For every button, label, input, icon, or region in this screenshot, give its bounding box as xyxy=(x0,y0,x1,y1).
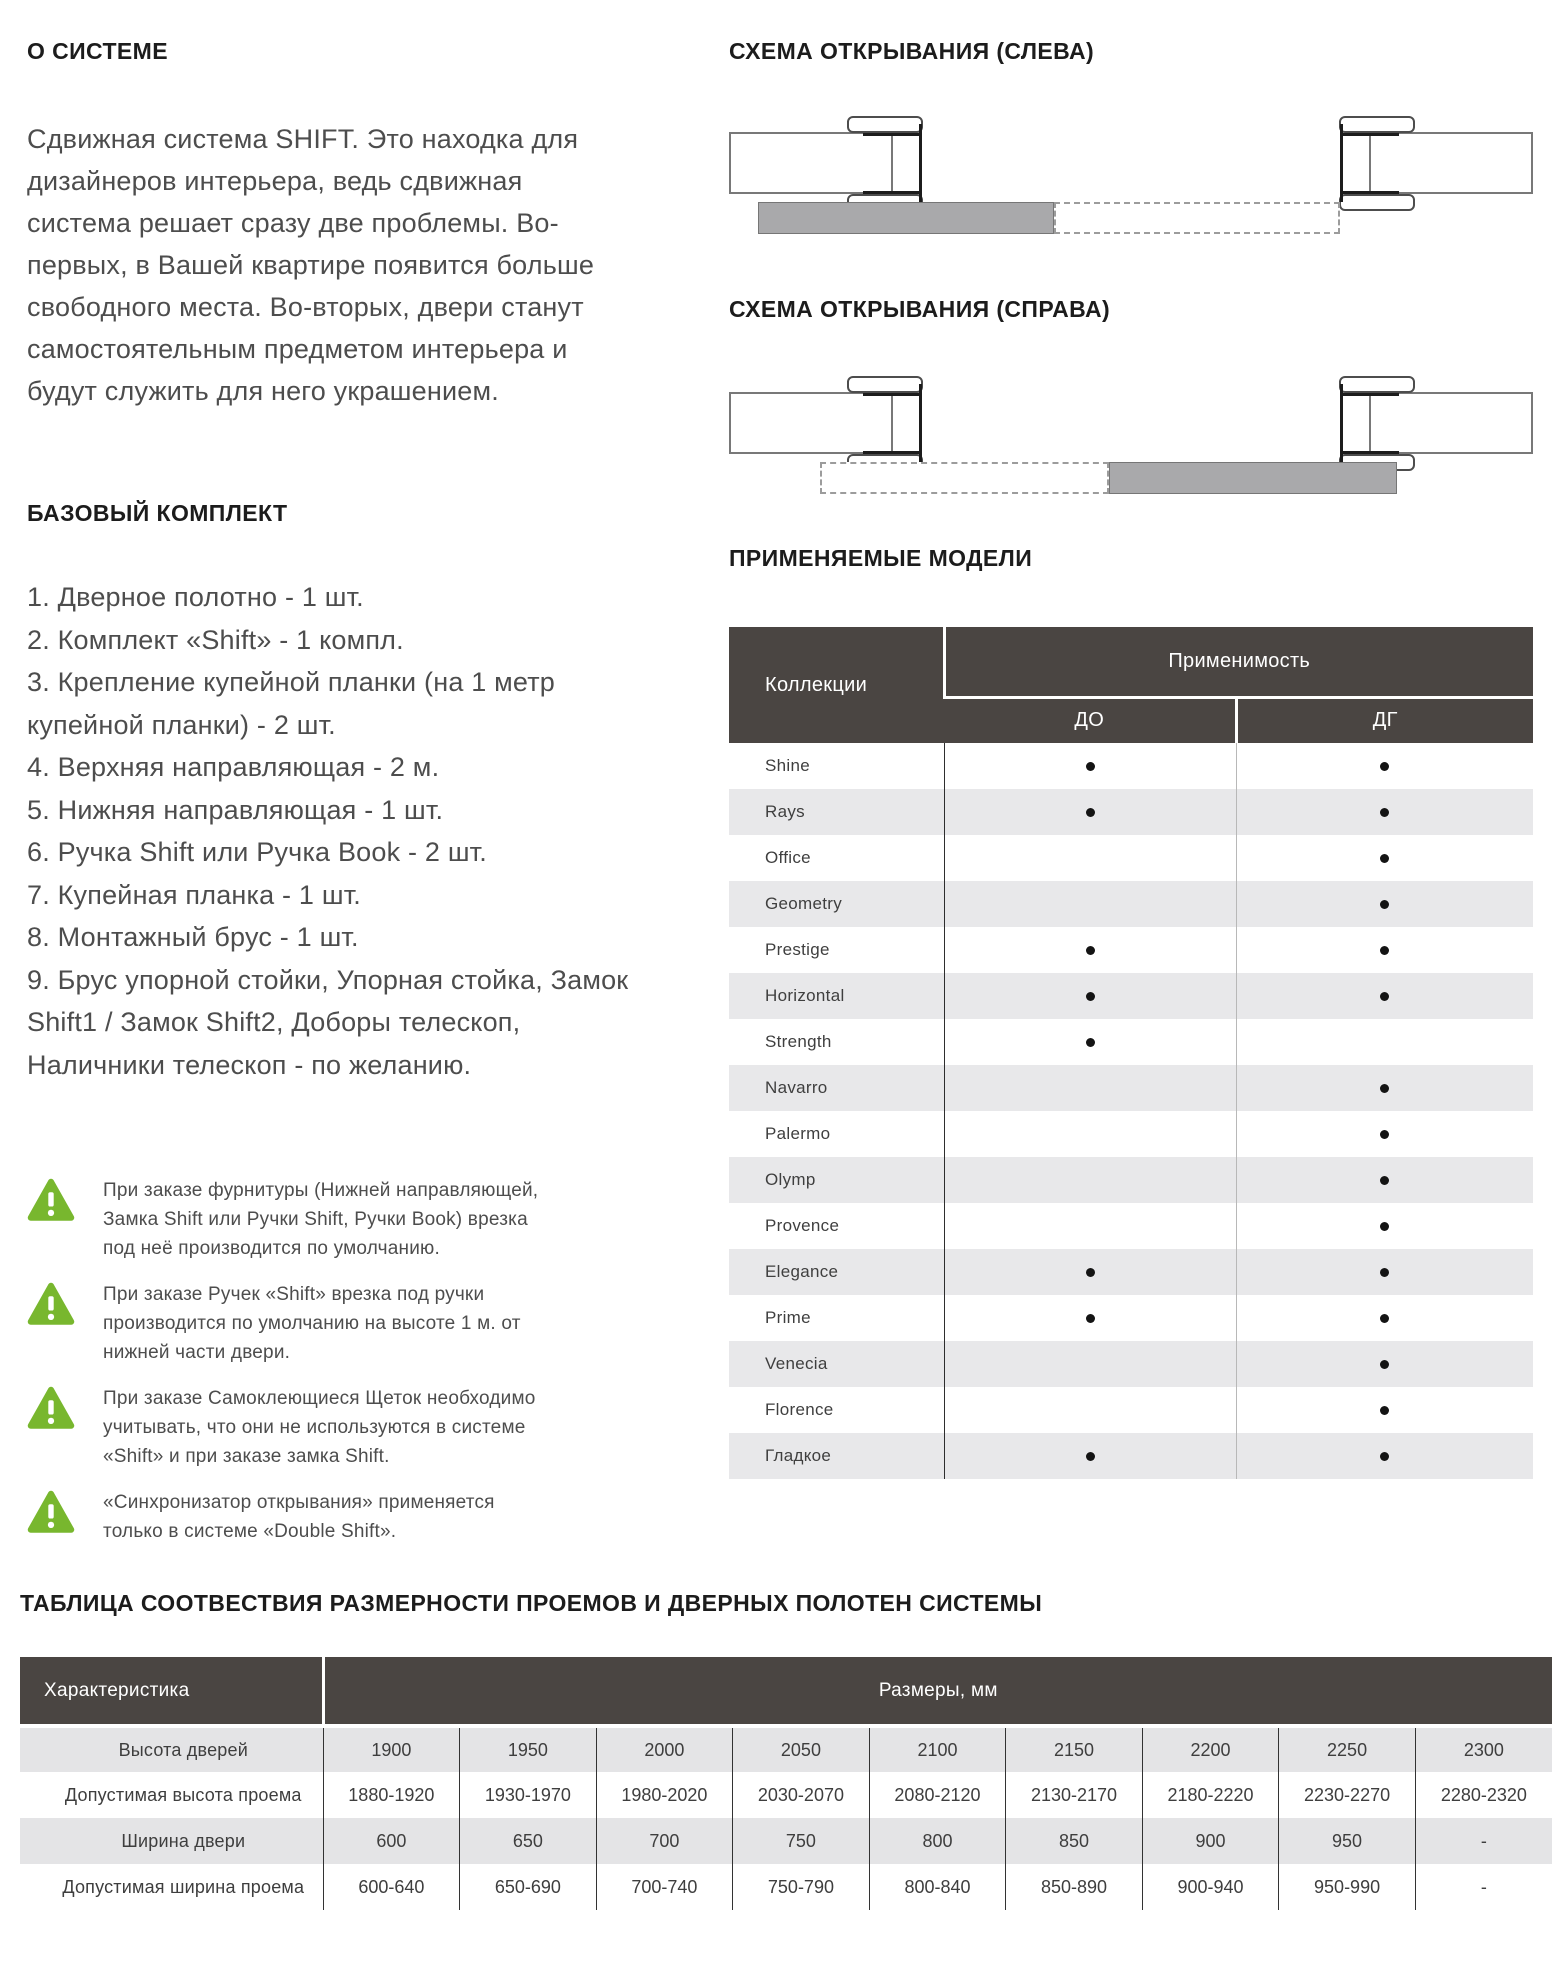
frame-profile-line xyxy=(1341,451,1399,454)
size-value-cell: 750-790 xyxy=(733,1864,870,1910)
warning-triangle-icon xyxy=(27,1386,75,1436)
about-paragraph: Сдвижная система SHIFT. Это находка для дизайнеров интерьера, ведь сдвижная система решает сразу две проблемы. Во-первых, в Вашей квартире появится больше свободного места. Во-вторых, двери станут самостоятельным предметом интерьера и будут служить для него украшением. xyxy=(27,124,595,406)
size-value-cell: 2030-2070 xyxy=(733,1772,870,1818)
warning-note xyxy=(27,1176,557,1263)
size-value-cell: 950 xyxy=(1279,1818,1416,1864)
applicability-do-cell xyxy=(944,789,1236,835)
models-col-dg: ДГ xyxy=(1236,697,1533,743)
kit-item: 6. Ручка Shift или Ручка Book - 2 шт. xyxy=(27,837,487,867)
applicability-dg-cell xyxy=(1236,1019,1533,1065)
applicability-dot xyxy=(1380,1084,1389,1093)
kit-item: 5. Нижняя направляющая - 1 шт. xyxy=(27,794,444,825)
size-value-cell: 650 xyxy=(460,1818,597,1864)
applicability-do-cell xyxy=(944,1387,1236,1433)
applicability-do-cell xyxy=(944,1019,1236,1065)
kit-item: 2. Комплект «Shift» - 1 компл. xyxy=(27,624,404,655)
models-table-row xyxy=(729,1065,1533,1111)
warning-note xyxy=(27,1280,557,1367)
applicability-dot xyxy=(1380,992,1389,1001)
size-value-cell: 2180-2220 xyxy=(1142,1772,1279,1818)
applicability-dot xyxy=(1380,946,1389,955)
models-table-row xyxy=(729,1341,1533,1387)
applicability-dg-cell xyxy=(1236,1203,1533,1249)
applicability-dg-cell xyxy=(1236,789,1533,835)
applicability-dot xyxy=(1086,1452,1095,1461)
applicability-dot xyxy=(1380,1268,1389,1277)
warning-text: При заказе фурнитуры (Нижней направляющей, Замка Shift или Ручки Shift, Ручки Book) врезка под неё производится по умолчанию. xyxy=(103,1180,539,1259)
kit-item: 3. Крепление купейной планки (на 1 метр купейной планки) - 2 шт. xyxy=(27,667,556,740)
door-frame-casing-top xyxy=(1339,376,1415,393)
applicability-do-cell xyxy=(944,1433,1236,1479)
warning-triangle-icon xyxy=(27,1282,75,1332)
applicability-dg-cell xyxy=(1236,1295,1533,1341)
kit-item: 8. Монтажный брус - 1 шт. xyxy=(27,922,359,952)
collection-name: Horizontal xyxy=(729,973,944,1019)
applicability-dot xyxy=(1086,1314,1095,1323)
scheme-left-title: СХЕМА ОТКРЫВАНИЯ (СЛЕВА) xyxy=(729,38,1095,64)
kit-list xyxy=(27,576,635,1086)
sizes-col-characteristic: Характеристика xyxy=(20,1657,323,1726)
door-panel-closed-position xyxy=(1109,462,1397,494)
wall-section xyxy=(729,132,893,194)
kit-item: 1. Дверное полотно - 1 шт. xyxy=(27,582,364,612)
applicability-dot xyxy=(1380,1130,1389,1139)
kit-item: 4. Верхняя направляющая - 2 м. xyxy=(27,752,440,782)
size-value-cell: 2280-2320 xyxy=(1415,1772,1552,1818)
applicability-dg-cell xyxy=(1236,1341,1533,1387)
collection-name: Florence xyxy=(729,1387,944,1433)
size-value-cell: 2050 xyxy=(733,1726,870,1772)
applicability-dg-cell xyxy=(1236,1065,1533,1111)
models-table-row xyxy=(729,1019,1533,1065)
size-value-cell: 700 xyxy=(596,1818,733,1864)
applicability-dg-cell xyxy=(1236,973,1533,1019)
applicability-dot xyxy=(1380,900,1389,909)
models-col-do: ДО xyxy=(944,697,1236,743)
applicability-dot xyxy=(1086,1268,1095,1277)
models-table-body xyxy=(729,743,1533,1479)
frame-profile-line xyxy=(863,451,921,454)
warning-note xyxy=(27,1384,557,1471)
size-value-cell: 850-890 xyxy=(1006,1864,1143,1910)
door-panel-open-position-dashed xyxy=(1054,202,1340,234)
applicability-do-cell xyxy=(944,1295,1236,1341)
models-table-row xyxy=(729,1433,1533,1479)
size-value-cell: 2200 xyxy=(1142,1726,1279,1772)
models-table-row xyxy=(729,881,1533,927)
door-frame-casing-bottom xyxy=(1339,194,1415,211)
applicability-do-cell xyxy=(944,927,1236,973)
applicability-dot xyxy=(1086,992,1095,1001)
size-value-cell: 600 xyxy=(323,1818,460,1864)
size-value-cell: 900-940 xyxy=(1142,1864,1279,1910)
models-table xyxy=(729,627,1533,1479)
models-table-row xyxy=(729,1203,1533,1249)
applicability-dot xyxy=(1380,854,1389,863)
collection-name: Elegance xyxy=(729,1249,944,1295)
sizes-col-sizes: Размеры, мм xyxy=(323,1657,1552,1726)
size-value-cell: 1950 xyxy=(460,1726,597,1772)
models-table-row xyxy=(729,1295,1533,1341)
frame-profile-line xyxy=(863,393,921,396)
size-value-cell: 650-690 xyxy=(460,1864,597,1910)
applicability-dg-cell xyxy=(1236,1387,1533,1433)
frame-profile-line xyxy=(1341,191,1399,194)
size-value-cell: 2250 xyxy=(1279,1726,1416,1772)
size-row-label: Ширина двери xyxy=(20,1818,323,1864)
frame-profile-line xyxy=(863,133,921,136)
models-table-row xyxy=(729,743,1533,789)
applicability-dot xyxy=(1086,762,1095,771)
size-value-cell: 1900 xyxy=(323,1726,460,1772)
models-table-row xyxy=(729,927,1533,973)
applicability-dot xyxy=(1380,1406,1389,1415)
frame-profile-line xyxy=(863,191,921,194)
size-value-cell: - xyxy=(1415,1864,1552,1910)
size-row-label: Допустимая ширина проема xyxy=(62,1876,305,1897)
warning-text: При заказе Ручек «Shift» врезка под ручки производится по умолчанию на высоте 1 м. от нижней части двери. xyxy=(103,1284,521,1363)
models-table-row xyxy=(729,1111,1533,1157)
applicability-dot xyxy=(1380,1176,1389,1185)
applicability-dg-cell xyxy=(1236,1111,1533,1157)
applicability-do-cell xyxy=(944,1203,1236,1249)
collection-name: Prestige xyxy=(729,927,944,973)
applicability-dg-cell xyxy=(1236,927,1533,973)
applicability-dot xyxy=(1380,1222,1389,1231)
wall-section xyxy=(1369,132,1533,194)
applicability-dot xyxy=(1086,1038,1095,1047)
door-panel-open-position-dashed xyxy=(820,462,1109,494)
size-row-label: Допустимая высота проема xyxy=(64,1784,302,1805)
models-table-row xyxy=(729,1387,1533,1433)
applicability-dot xyxy=(1380,1314,1389,1323)
collection-name: Rays xyxy=(729,789,944,835)
size-value-cell: 2000 xyxy=(596,1726,733,1772)
sizes-table-row xyxy=(20,1772,1552,1818)
applicability-do-cell xyxy=(944,1157,1236,1203)
size-value-cell: 1880-1920 xyxy=(323,1772,460,1818)
door-frame-casing-top xyxy=(847,116,923,133)
warning-text: При заказе Самоклеющиеся Щеток необходимо учитывать, что они не используются в системе «Shift» и при заказе замка Shift. xyxy=(103,1388,536,1467)
size-value-cell: 700-740 xyxy=(596,1864,733,1910)
applicability-dot xyxy=(1380,1360,1389,1369)
models-table-row xyxy=(729,835,1533,881)
kit-item: 7. Купейная планка - 1 шт. xyxy=(27,879,361,910)
warnings-list xyxy=(27,1176,557,1563)
size-value-cell: 1980-2020 xyxy=(596,1772,733,1818)
applicability-do-cell xyxy=(944,1065,1236,1111)
size-value-cell: 950-990 xyxy=(1279,1864,1416,1910)
size-value-cell: 600-640 xyxy=(323,1864,460,1910)
applicability-do-cell xyxy=(944,743,1236,789)
applicability-dg-cell xyxy=(1236,1157,1533,1203)
applicability-dg-cell xyxy=(1236,743,1533,789)
warning-note xyxy=(27,1488,557,1546)
size-value-cell: 750 xyxy=(733,1818,870,1864)
size-value-cell: 2130-2170 xyxy=(1006,1772,1143,1818)
size-value-cell: 800 xyxy=(869,1818,1006,1864)
applicability-do-cell xyxy=(944,881,1236,927)
scheme-right-title: СХЕМА ОТКРЫВАНИЯ (СПРАВА) xyxy=(729,296,1111,322)
warning-triangle-icon xyxy=(27,1178,75,1228)
size-value-cell: 2100 xyxy=(869,1726,1006,1772)
frame-profile-line xyxy=(1341,393,1399,396)
wall-right xyxy=(1333,110,1533,234)
collection-name: Venecia xyxy=(729,1341,944,1387)
size-value-cell: 900 xyxy=(1142,1818,1279,1864)
applicability-dg-cell xyxy=(1236,1249,1533,1295)
applicability-dg-cell xyxy=(1236,1433,1533,1479)
door-frame-casing-top xyxy=(1339,116,1415,133)
collection-name: Geometry xyxy=(729,881,944,927)
size-value-cell: 2150 xyxy=(1006,1726,1143,1772)
collection-name: Provence xyxy=(729,1203,944,1249)
applicability-dg-cell xyxy=(1236,881,1533,927)
about-title: О СИСТЕМЕ xyxy=(27,38,168,64)
size-value-cell: 800-840 xyxy=(869,1864,1006,1910)
sizes-table-body xyxy=(20,1726,1552,1910)
size-value-cell: 850 xyxy=(1006,1818,1143,1864)
collection-name: Strength xyxy=(729,1019,944,1065)
collection-name: Гладкое xyxy=(729,1433,944,1479)
applicability-dot xyxy=(1380,762,1389,771)
kit-title: БАЗОВЫЙ КОМПЛЕКТ xyxy=(27,500,288,526)
applicability-do-cell xyxy=(944,1111,1236,1157)
size-value-cell: 1930-1970 xyxy=(460,1772,597,1818)
collection-name: Office xyxy=(729,835,944,881)
wall-section xyxy=(729,392,893,454)
sizes-table-row xyxy=(20,1864,1552,1910)
kit-item: 9. Брус упорной стойки, Упорная стойка, Замок Shift1 / Замок Shift2, Доборы телескоп, Наличники телескоп - по желанию. xyxy=(27,964,629,1080)
applicability-dot xyxy=(1380,808,1389,817)
sizes-table xyxy=(20,1657,1552,1910)
models-col-applicability: Применимость xyxy=(944,627,1533,697)
door-panel-closed-position xyxy=(758,202,1054,234)
models-table-row xyxy=(729,973,1533,1019)
warning-triangle-icon xyxy=(27,1490,75,1540)
applicability-dg-cell xyxy=(1236,835,1533,881)
models-col-collections: Коллекции xyxy=(729,627,944,743)
warning-text: «Синхронизатор открывания» применяется только в системе «Double Shift». xyxy=(103,1492,495,1542)
opening-scheme-left-diagram xyxy=(729,90,1533,250)
collection-name: Shine xyxy=(729,743,944,789)
size-value-cell: 2230-2270 xyxy=(1279,1772,1416,1818)
applicability-do-cell xyxy=(944,973,1236,1019)
applicability-dot xyxy=(1086,946,1095,955)
door-frame-casing-top xyxy=(847,376,923,393)
wall-section xyxy=(1369,392,1533,454)
applicability-do-cell xyxy=(944,835,1236,881)
applicability-do-cell xyxy=(944,1341,1236,1387)
opening-scheme-right-diagram xyxy=(729,350,1533,510)
applicability-dot xyxy=(1380,1452,1389,1461)
size-row-label: Высота дверей xyxy=(20,1726,323,1772)
applicability-do-cell xyxy=(944,1249,1236,1295)
frame-profile-line xyxy=(1341,133,1399,136)
models-table-row xyxy=(729,1249,1533,1295)
size-value-cell: - xyxy=(1415,1818,1552,1864)
collection-name: Palermo xyxy=(729,1111,944,1157)
models-title: ПРИМЕНЯЕМЫЕ МОДЕЛИ xyxy=(729,545,1033,571)
size-value-cell: 2300 xyxy=(1415,1726,1552,1772)
collection-name: Navarro xyxy=(729,1065,944,1111)
collection-name: Olymp xyxy=(729,1157,944,1203)
applicability-dot xyxy=(1086,808,1095,817)
sizes-title: ТАБЛИЦА СООТВЕСТВИЯ РАЗМЕРНОСТИ ПРОЕМОВ И ДВЕРНЫХ ПОЛОТЕН СИСТЕМЫ xyxy=(20,1590,1043,1616)
models-table-row xyxy=(729,1157,1533,1203)
collection-name: Prime xyxy=(729,1295,944,1341)
sizes-table-row xyxy=(20,1818,1552,1864)
models-table-row xyxy=(729,789,1533,835)
sizes-table-row xyxy=(20,1726,1552,1772)
size-value-cell: 2080-2120 xyxy=(869,1772,1006,1818)
